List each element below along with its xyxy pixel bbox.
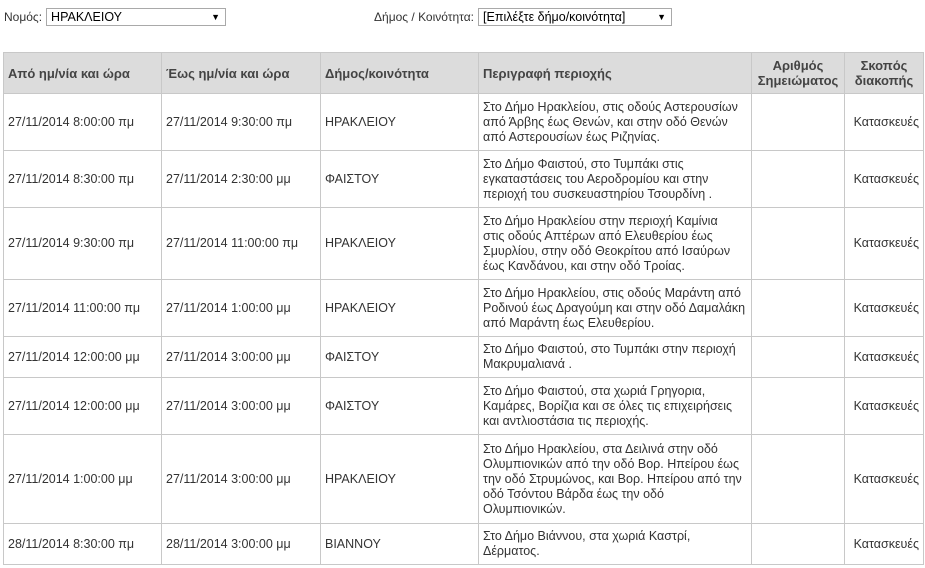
description-line: Ροδινού έως Δραγούμη και στην οδό Δαμαλάκη <box>483 300 746 315</box>
prefecture-selected-value: ΗΡΑΚΛΕΙΟΥ <box>51 10 122 24</box>
dropdown-arrow-icon: ▼ <box>211 12 221 22</box>
cell-note-number <box>752 151 845 208</box>
description-line: εγκαταστάσεις του Αεροδρομίου και στην <box>483 171 709 186</box>
cell-municipality: ΗΡΑΚΛΕΙΟΥ <box>321 208 479 280</box>
dropdown-arrow-icon: ▼ <box>657 12 667 22</box>
municipality-selected-value: [Επιλέξτε δήμο/κοινότητα] <box>483 10 626 24</box>
cell-from-date: 28/11/2014 8:30:00 πμ <box>4 524 162 565</box>
cell-from-date: 27/11/2014 8:30:00 πμ <box>4 151 162 208</box>
cell-description <box>479 435 752 524</box>
description-line: περιοχή του συσκευαστηρίου Τσουρδίνη . <box>483 186 713 201</box>
table-row <box>4 524 924 565</box>
cell-description <box>479 378 752 435</box>
cell-purpose: Κατασκευές <box>845 378 924 435</box>
table-row <box>4 378 924 435</box>
cell-description <box>479 337 752 378</box>
description-line: Στο Δήμο Φαιστού, στα χωριά Γρηγορια, <box>483 383 706 398</box>
cell-note-number <box>752 524 845 565</box>
description-line: και αντλιοστάσια τις περιοχής. <box>483 413 649 428</box>
cell-purpose: Κατασκευές <box>845 435 924 524</box>
description-line: Καμάρες, Βορίζια και σε όλες τις επιχειρήσεις <box>483 398 733 413</box>
description-line: Στο Δήμο Φαιστού, στο Τυμπάκι στην περιοχή <box>483 342 736 356</box>
filter-bar <box>4 7 919 27</box>
description-line: Δέρματος. <box>483 544 540 558</box>
description-line: Στο Δήμο Βιάννου, στα χωριά Καστρί, <box>483 529 691 543</box>
cell-to-date: 27/11/2014 1:00:00 μμ <box>162 280 321 337</box>
cell-description <box>479 151 752 208</box>
cell-purpose: Κατασκευές <box>845 94 924 151</box>
description-line: από Άρβης έως Θενών, και στην οδό Θενών <box>483 114 728 129</box>
description-line: Ολυμπιονικών. <box>483 501 566 516</box>
cell-municipality: ΦΑΙΣΤΟΥ <box>321 151 479 208</box>
municipality-filter <box>374 7 672 27</box>
cell-municipality: ΦΑΙΣΤΟΥ <box>321 378 479 435</box>
header-municipality[interactable]: Δήμος/κοινότητα <box>321 53 479 94</box>
cell-municipality: ΗΡΑΚΛΕΙΟΥ <box>321 94 479 151</box>
cell-description <box>479 94 752 151</box>
header-to-date[interactable]: Έως ημ/νία και ώρα <box>162 53 321 94</box>
description-line: Ολυμπιονικών από την οδό Βορ. Ηπείρου έως <box>483 456 739 471</box>
table-row <box>4 337 924 378</box>
prefecture-select[interactable] <box>46 8 226 26</box>
cell-municipality: ΦΑΙΣΤΟΥ <box>321 337 479 378</box>
description-line: Στο Δήμο Ηρακλείου, στις οδούς Μαράντη από <box>483 285 742 300</box>
description-line: έως Κανδάνου, και στην οδό Τροίας. <box>483 258 685 273</box>
cell-municipality: ΗΡΑΚΛΕΙΟΥ <box>321 435 479 524</box>
cell-to-date: 27/11/2014 2:30:00 μμ <box>162 151 321 208</box>
cell-to-date: 27/11/2014 11:00:00 πμ <box>162 208 321 280</box>
cell-purpose: Κατασκευές <box>845 151 924 208</box>
cell-purpose: Κατασκευές <box>845 524 924 565</box>
description-line: Στο Δήμο Ηρακλείου στην περιοχή Καμίνια <box>483 213 718 228</box>
description-line: Στο Δήμο Φαιστού, στο Τυμπάκι στις <box>483 156 684 171</box>
cell-to-date: 27/11/2014 3:00:00 μμ <box>162 337 321 378</box>
cell-to-date: 28/11/2014 3:00:00 μμ <box>162 524 321 565</box>
outages-table-container <box>3 52 924 565</box>
cell-from-date: 27/11/2014 12:00:00 μμ <box>4 337 162 378</box>
cell-purpose: Κατασκευές <box>845 208 924 280</box>
cell-from-date: 27/11/2014 8:00:00 πμ <box>4 94 162 151</box>
description-line: Μακρυμαλιανά . <box>483 357 572 371</box>
header-note-number[interactable]: Αριθμός Σημειώματος <box>752 53 845 94</box>
cell-note-number <box>752 94 845 151</box>
description-line: Στο Δήμο Ηρακλείου, στα Δειλινά στην οδό <box>483 441 718 456</box>
header-description[interactable]: Περιγραφή περιοχής <box>479 53 752 94</box>
cell-purpose: Κατασκευές <box>845 337 924 378</box>
header-purpose[interactable]: Σκοπός διακοπής <box>845 53 924 94</box>
cell-from-date: 27/11/2014 9:30:00 πμ <box>4 208 162 280</box>
cell-municipality: ΒΙΑΝΝΟΥ <box>321 524 479 565</box>
cell-description <box>479 524 752 565</box>
table-row <box>4 435 924 524</box>
header-from-date[interactable]: Από ημ/νία και ώρα <box>4 53 162 94</box>
table-row <box>4 94 924 151</box>
table-row <box>4 151 924 208</box>
cell-to-date: 27/11/2014 9:30:00 πμ <box>162 94 321 151</box>
cell-from-date: 27/11/2014 12:00:00 μμ <box>4 378 162 435</box>
description-line: στις οδούς Απτέρων από Ελευθερίου έως <box>483 228 713 243</box>
cell-to-date: 27/11/2014 3:00:00 μμ <box>162 435 321 524</box>
prefecture-filter <box>4 7 226 27</box>
description-line: Σμυρλίου, στην οδό Θεοκρίτου από Ισαύρων <box>483 243 731 258</box>
description-line: την οδό Στρυμώνος, και Βορ. Ηπείρου από την <box>483 471 742 486</box>
cell-municipality: ΗΡΑΚΛΕΙΟΥ <box>321 280 479 337</box>
cell-description <box>479 208 752 280</box>
cell-purpose: Κατασκευές <box>845 280 924 337</box>
cell-note-number <box>752 337 845 378</box>
cell-note-number <box>752 435 845 524</box>
description-line: από Αστερουσίων έως Ριζηνίας. <box>483 129 660 144</box>
cell-to-date: 27/11/2014 3:00:00 μμ <box>162 378 321 435</box>
cell-description <box>479 280 752 337</box>
prefecture-label: Νομός: <box>4 10 43 24</box>
table-body <box>4 94 924 565</box>
municipality-label: Δήμος / Κοινότητα: <box>374 10 475 24</box>
table-header-row <box>4 53 924 94</box>
cell-note-number <box>752 378 845 435</box>
cell-note-number <box>752 280 845 337</box>
table-row <box>4 208 924 280</box>
table-row <box>4 280 924 337</box>
description-line: από Μαράντη έως Ελευθερίου. <box>483 315 655 330</box>
description-line: οδό Τσόντου Βάρδα έως την οδό <box>483 486 664 501</box>
municipality-select[interactable] <box>478 8 672 26</box>
cell-from-date: 27/11/2014 11:00:00 πμ <box>4 280 162 337</box>
description-line: Στο Δήμο Ηρακλείου, στις οδούς Αστερουσίων <box>483 99 738 114</box>
outages-table <box>3 52 924 565</box>
cell-from-date: 27/11/2014 1:00:00 μμ <box>4 435 162 524</box>
cell-note-number <box>752 208 845 280</box>
